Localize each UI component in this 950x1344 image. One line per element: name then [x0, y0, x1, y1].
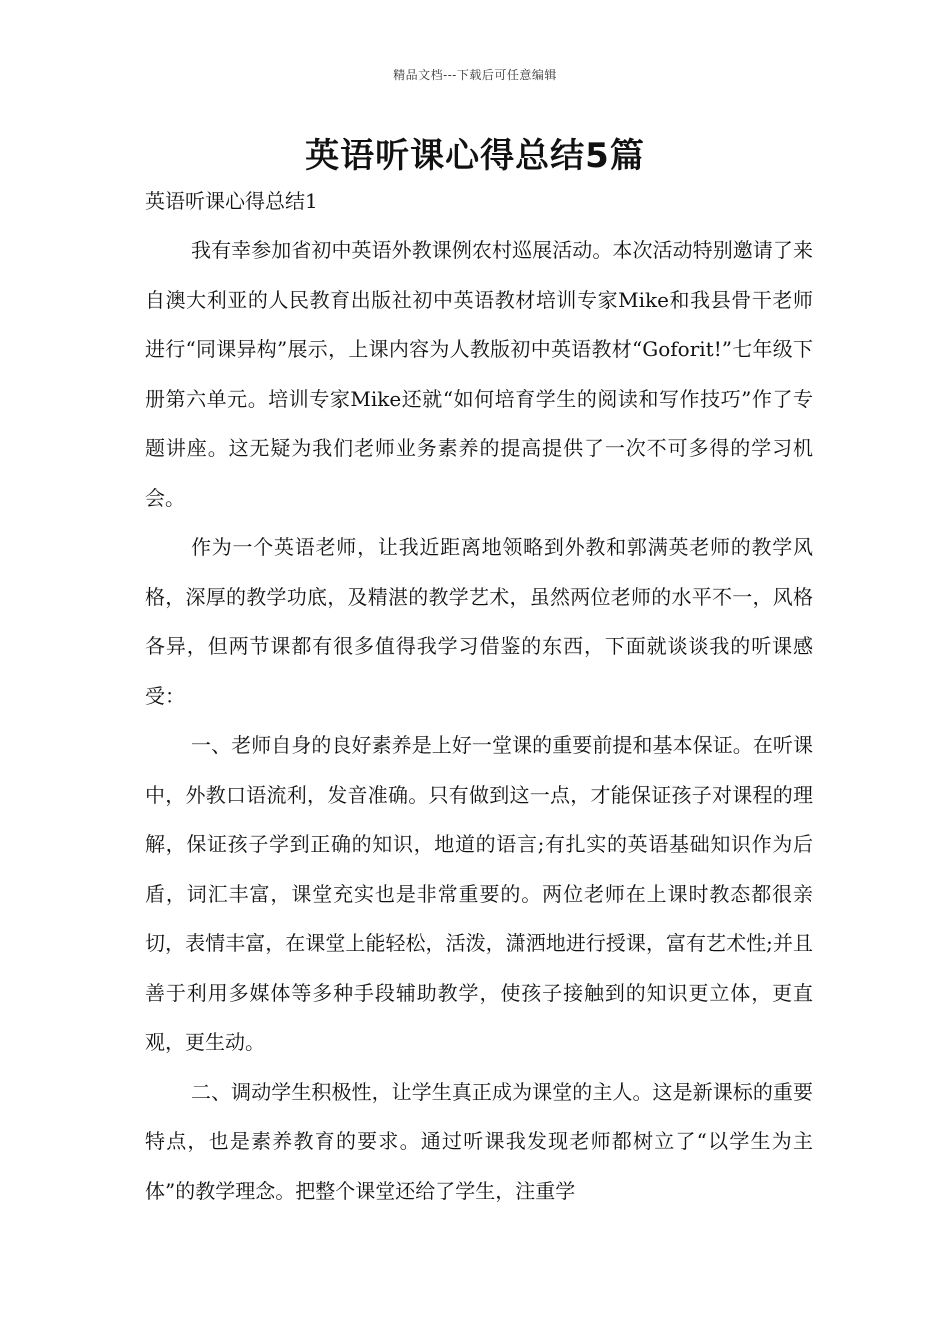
document-body	[145, 226, 813, 1216]
document-title: 英语听课心得总结5篇	[305, 136, 645, 176]
paragraph-4: 二、调动学生积极性，让学生真正成为课堂的主人。这是新课标的重要特点，也是素养教育的要求。通过听课我发现老师都树立了“以学生为主体”的教学理念。把整个课堂还给了学生，注重学	[145, 1079, 813, 1203]
paragraph-1: 我有幸参加省初中英语外教课例农村巡展活动。本次活动特别邀请了来自澳大利亚的人民教育出版社初中英语教材培训专家Mike和我县骨干老师进行“同课异构”展示，上课内容为人教版初中英语教材“Goforit!”七年级下册第六单元。培训专家Mike还就“如何培育学生的阅读和写作技巧”作了专题讲座。这无疑为我们老师业务素养的提高提供了一次不可多得的学习机会。	[145, 238, 813, 510]
page-header: 精品文档---下载后可任意编辑	[393, 68, 557, 82]
paragraph-3: 一、老师自身的良好素养是上好一堂课的重要前提和基本保证。在听课中，外教口语流利，发音准确。只有做到这一点，才能保证孩子对课程的理解，保证孩子学到正确的知识，地道的语言;有扎实的英语基础知识作为后盾，词汇丰富，课堂充实也是非常重要的。两位老师在上课时教态都很亲切，表情丰富，在课堂上能轻松，活泼，潇洒地进行授课，富有艺术性;并且善于利用多媒体等多种手段辅助教学，使孩子接触到的知识更立体，更直观，更生动。	[145, 733, 813, 1054]
paragraph-2: 作为一个英语老师，让我近距离地领略到外教和郭满英老师的教学风格，深厚的教学功底，及精湛的教学艺术，虽然两位老师的水平不一，风格各异，但两节课都有很多值得我学习借鉴的东西，下面就谈谈我的听课感受：	[145, 535, 813, 708]
section-heading: 英语听课心得总结1	[145, 189, 318, 213]
